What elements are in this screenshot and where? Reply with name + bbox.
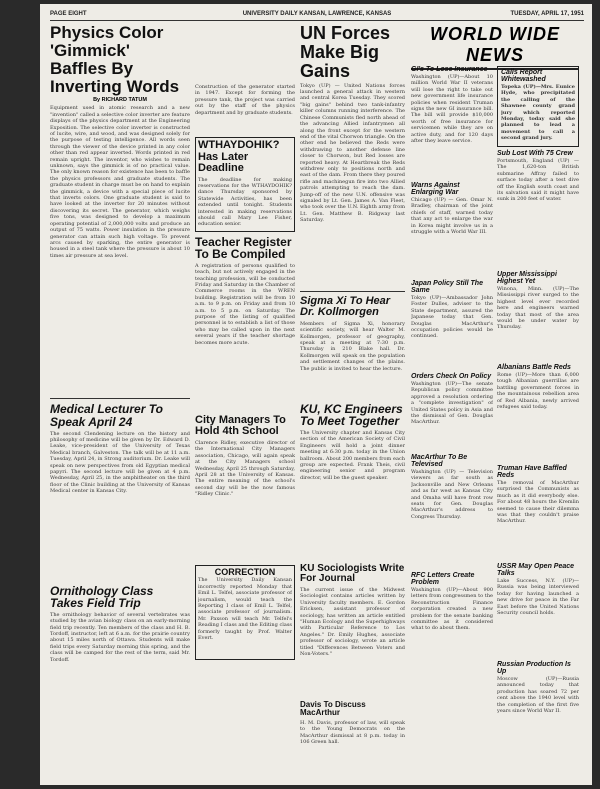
- un-forces-body: Tokyo (UP) — United Nations forces launched a general attack in western and central Korea Tuesday. They scored "big gains" behind two tank-infantry killer columns running interference. The Chinese Communists fled north ahead of the advancing Allied infantrymen all along the front except for the western end of the vital Chorwon triangle. On the other end he believed the Reds were withdrawing to another defense line closer to Chorwon, but Red losses are reported heavy. At Heartbreak the Reds withdrew only to positions north and east of the dam. From there they poured rifle and machinegun fire into two Allied patrols attempting to reach the dam. Jump-off of the new U.N. offensive was signaled by Lt. Gen. James A. Van Fleet, who took over the U.N. Eighth army from Lt. Gen. Matthew B. Ridgway last Saturday.: [300, 82, 405, 224]
- ornithology-body: The ornithology behavior of several vertebrates was studied by the avian biology class on an early-morning field trip recently. Ten members of the class and H. B. Tordoff, instructor, left at 6 a.m. for the prairie country about 15 miles north of Ottawa. Students will make field trips every Saturday morning this spring, and the class will be camped for the rest of the term, said Mr. Tordoff.: [50, 611, 190, 663]
- world-wide-news-title: WORLD WIDE NEWS: [411, 24, 579, 70]
- sociologists-headline: KU Sociologists Write For Journal: [300, 562, 405, 585]
- wthaydohik-box: [195, 137, 295, 232]
- mississippi-body: Winona, Minn. (UP)—The Mississippi river surged to the highest level ever recorded here and engineers warned today that most of the area would be under water by Thursday.: [497, 286, 579, 331]
- physics-headline: Physics Color 'Gimmick' Baffles By Inverting Words: [50, 24, 180, 96]
- truman-reds-body: The removal of MacArthur surprised the Communists as much as it did everybody else. For about 48 hours the Kremlin seemed to cause their dilemma was that they couldn't praise MacArthur.: [497, 480, 579, 525]
- ku-kc-engineers-body: The University chapter and Kansas City section of the American Society of Civil Engineers will hold a joint dinner meeting at 6:30 p.m. today in the Union ballroom. About 200 members from each group are expected. Frank Theis, civil engineering senior and program director, will be the guest speaker.: [300, 429, 405, 481]
- japan-policy-headline: Japan Policy Still The Same: [411, 280, 483, 294]
- teacher-register-body: A registration of persons qualified to teach, but not actively engaged in the teaching profession, will be conducted Friday and Saturday in the Chamber of Commerce rooms in the WREN building. Registration will be from 10 a.m. to 9 p.m. on Friday and from 10 a.m. to 5 p.m. on Saturday. The purpose of the listing of qualified personnel is to establish a list of those who may be called upon in the next several years if the teacher shortage becomes more acute.: [195, 262, 295, 346]
- ussr-peace-body: Lake Success, N.Y. (UP)—Russia was being interviewed today for having launched a new drive for peace in the Far East before the United Nations Security council holds.: [497, 578, 579, 617]
- mississippi-headline: Upper Mississippi Highest Yet: [497, 271, 557, 285]
- whitewashed-body: Topeka (UP)—Mrs. Eunice Hyde, who precipitated the calling of the Shawnee county grand jury which reported Monday, today said she planned to lead a movement to call a second grand jury.: [501, 84, 575, 142]
- medical-lecturer-body: The second Clendening lecture on the history and philosophy of medicine will be given by Dr. Edward D. Leake, vice-president of the University of Texas Medical branch, Galveston. The talk will be at 11 a.m. Tuesday, April 24, in Strong auditorium. Dr. Leake will speak on new perspectives from old Egyptian medical papyri. The second lecture will be given at 4 p.m. Wednesday, April 25, in the amphitheater on the third floor of the Clinic building at the University of Kansas Medical center in Kansas City.: [50, 430, 190, 495]
- davis-body: H. M. Davis, professor of law, will speak to the Young Democrats on the MacArthur dismissal at 8 p.m. today in 106 Green hall.: [300, 719, 405, 745]
- davis-headline: Davis To Discuss MacArthur: [300, 699, 366, 718]
- macarthur-televised-body: Washington (UP) — Television viewers as far south as Jacksonville and New Orleans and as far west as Kansas City and Omaha will have front row seats for Gen. Douglas MacArthur's address to Congress Thursday.: [411, 469, 493, 520]
- ornithology-headline: Ornithology Class Takes Field Trip: [50, 583, 154, 611]
- russian-production-headline: Russian Production Is Up: [497, 661, 571, 675]
- byline: By RICHARD TATUM: [93, 97, 147, 104]
- gi-insurance-body: Washington (UP)—About 10 million World War II veterans will lose the right to take out new government life insurance policies when resident Truman signs the new GI insurance bill. The bill will provide $10,000 worth of free insurance for servicemen while they are on active duty, and for 120 days after they leave service.: [411, 74, 493, 145]
- sigma-xi-body: Members of Sigma Xi, honorary scientific society, will hear Walter M. Kollmorgen, professor of geography, speak at a meeting at 7:30 p.m. Thursday in 210 Blake hall. Dr. Kollmorgen will speak on the population and settlement changes of the plains. The public is invited to hear the lecture.: [300, 320, 405, 372]
- newspaper-name: UNIVERSITY DAILY KANSAN, LAWRENCE, KANSAS: [242, 11, 392, 17]
- ku-kc-engineers-headline: KU, KC Engineers To Meet Together: [300, 401, 403, 429]
- medical-lecturer-headline: Medical Lecturer To Speak April 24: [50, 402, 163, 429]
- whitewashed-headline: Calls Report Whitewashed: [501, 69, 546, 83]
- sub-lost-body: Portsmouth, England (UP) — The 1,620-ton British submarine Affray failed to surface today after a test dive off the English south coast and its salvation said it might have sunk in 200 feet of water.: [497, 158, 579, 203]
- warns-war-headline: Warns Against Enlarging War: [411, 182, 460, 196]
- whitewashed-box: [497, 66, 579, 147]
- warns-war-body: Chicago (UP) — Gen. Omar N. Bradley, chairman of the joint chiefs of staff, warned today that any act to enlarge the war in Korea might involve us in a struggle with a World War III.: [411, 197, 493, 236]
- un-forces-headline: UN Forces Make Big Gains: [300, 24, 391, 81]
- world-wide-news-banner: [411, 24, 579, 70]
- city-managers-body: Clarence Ridley, executive director of the International City Managers association, Chicago, will again speak at the City Managers school Wednesday, April 25 through Saturday, April 28 at the University of Kansas. The entire meaning of the school's second day will be the now famous "Ridley Clinic.": [195, 439, 295, 498]
- correction-box: [195, 565, 295, 660]
- correction-headline: CORRECTION: [214, 566, 276, 577]
- page-number: PAGE EIGHT: [50, 11, 87, 17]
- sub-lost-headline: Sub Lost With 75 Crew: [497, 150, 573, 157]
- newspaper-page: [40, 4, 592, 785]
- sociologists-body: The current issue of the Midwest Sociologist contains articles written by University faculty members. E. Gordon Ericksen, assistant professor of sociology, has written an article entitled "Human Ecology and the Superhighways with Particular Reference to Los Angeles." Dr. Emily Hughes, associate professor of sociology, wrote an article titled "Differences Between Voters and Non-Voters.": [300, 586, 405, 658]
- masthead: [50, 10, 584, 21]
- ussr-peace-headline: USSR May Open Peace Talks: [497, 563, 575, 577]
- rfc-letters-body: Washington (UP)—About 900 letters from congressmen to the Reconstruction Finance corporation created a new problem for the senate banking committee as it considered what to do about them.: [411, 587, 493, 632]
- albanians-headline: Albanians Battle Reds: [497, 364, 571, 371]
- column-3: [300, 24, 405, 779]
- japan-policy-body: Tokyo (UP)—Ambassador John Foster Dulles, adviser to the State department, assured the Japanese today that Gen. Douglas MacArthur's occupation policies would be continued.: [411, 295, 493, 340]
- gi-insurance-headline: GI's To Lose Insurance: [411, 66, 488, 73]
- orders-check-body: Washington (UP)—The senate Republican policy committee approved a resolution ordering a "complete investigation" of United States policy in Asia and the dismissal of Gen. Douglas MacArthur.: [411, 381, 493, 426]
- physics-article-body: Equipment used in atomic research and a new "invention" called a selective color inverter are feature displays of the physics department at the Engineering Exposition. The selective color inverter is constructed of lucite, wire, and wood, and was designed solely for the purpose of testing intelligence. All words seen through the viewer of the device printed in any color other than red appear inverted. Words printed in red remain upright. The inventor, who wishes to remain unknown, says the gimmick is of no practical value. The only known reason for existence has been to baffle the physics professors and graduate students. The graduate student in charge must be on hand to explain the gimmick, a device with a special piece of lucite that inverts colors. One graduate student is said to have looked at the inverter for 20 minutes without discovering its secret. The generator, which weighs five tons, was designed to develop a maximum operating potential of 2,000,000 volts and produce an output of 75 watts. Power insulation in the pressure generator can attain such high voltage. To prevent arcs caused by sparking, the entire generator is housed in a steel tank where the pressure is about 10 times air pressure at sea level.: [50, 105, 190, 259]
- teacher-register-headline: Teacher Register To Be Compiled: [195, 234, 292, 262]
- wthaydohik-headline: WTHAYDOHIK? Has Later Deadline: [198, 139, 280, 175]
- albanians-body: Rome (UP)—More than 6,000 tough Albanian guerrillas are battling government forces in the mountainous rebellion area of Red Albania, newly arrived refugees said today.: [497, 372, 579, 411]
- orders-check-headline: Orders Check On Policy: [411, 373, 492, 380]
- column-2: [195, 24, 295, 779]
- rfc-letters-headline: RFC Letters Create Problem: [411, 572, 475, 586]
- column-4: [411, 66, 493, 781]
- column-1: [50, 24, 190, 779]
- wthaydohik-body: The deadline for making reservations for the WTHAYDOHIK? dance Thursday sponsored by Statewide Activities, has been extended until tonight. Students interested in making reservations should call Mary Lee Fisher, education senior.: [198, 176, 292, 228]
- correction-body: The University Daily Kansan incorrectly reported Monday that Emil L. Telfel, associate professor of journalism, would teach the Reporting I class of Emil L. Telfel, associate professor of journalism. Mr. Paxson will teach Mr. Telfel's Reading I class and the Editing class formerly taught by Prof. Walter Evert.: [198, 577, 292, 642]
- column-5: [497, 66, 579, 781]
- generator-continued-body: Construction of the generator started in 1947. Except for forming the pressure tank, the project was carried out by the staff of the physics department and by graduate students.: [195, 84, 295, 116]
- city-managers-headline: City Managers To Hold 4th School: [195, 413, 286, 438]
- russian-production-body: Moscow (UP)—Russia announced today that production has soared 72 per cent above the 1940 level with the completion of the first five years since World War II.: [497, 676, 579, 715]
- issue-date: TUESDAY, APRIL 17, 1951: [510, 11, 584, 17]
- truman-reds-headline: Truman Have Baffled Reds: [497, 465, 567, 479]
- macarthur-televised-headline: MacArthur To Be Televised: [411, 454, 468, 468]
- sigma-xi-headline: Sigma Xi To Hear Dr. Kollmorgen: [300, 294, 391, 319]
